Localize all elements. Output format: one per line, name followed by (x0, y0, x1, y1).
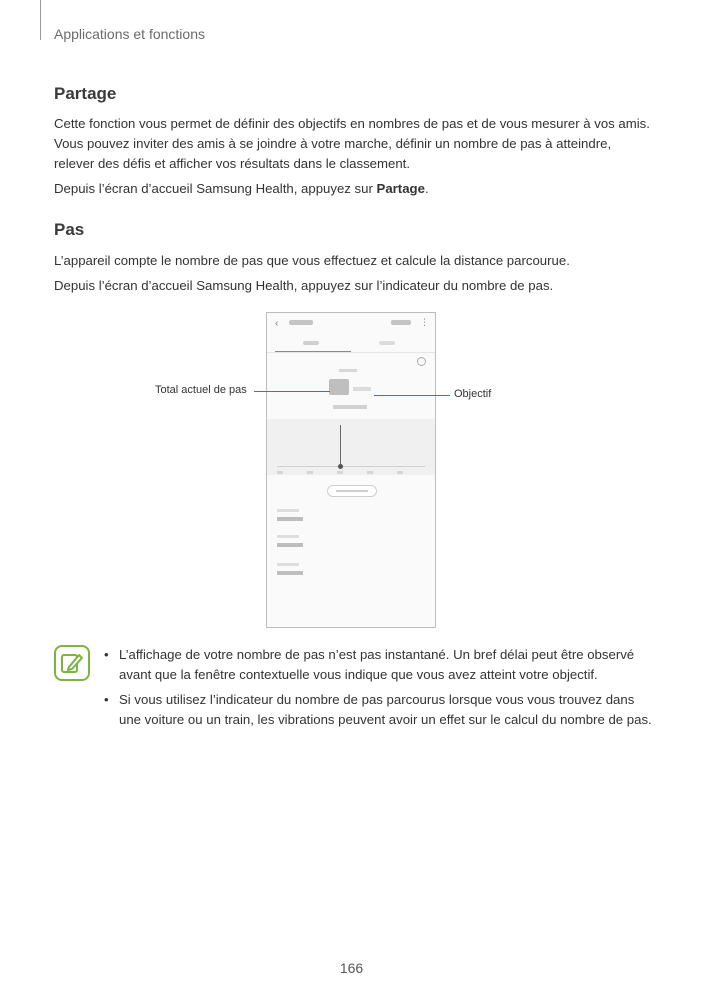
partage-keyword: Partage (376, 181, 425, 196)
chart-tick-labels (277, 471, 425, 474)
info-icon (417, 357, 426, 366)
partage-instruction (54, 179, 654, 199)
callout-line-right (374, 395, 450, 396)
goal-placeholder (333, 405, 367, 409)
callout-goal: Objectif (454, 388, 492, 400)
partage-description: Cette fonction vous permet de définir des objectifs en nombres de pas et de vous mesurer à vos amis. Vous pouvez inviter des amis à se joindre à votre marche, définir un nombre de pas à atteindre, relever des défis et afficher vos résultats dans le classement. (54, 116, 650, 171)
note-item (104, 690, 654, 730)
note-item (104, 645, 654, 685)
app-bar (267, 313, 435, 335)
stat-calories-placeholder (277, 535, 311, 553)
running-header: Applications et fonctions (54, 26, 205, 42)
today-label-placeholder (339, 369, 357, 372)
pas-description: L’appareil compte le nombre de pas que vous effectuez et calcule la distance parcourue. (54, 253, 570, 268)
chart-axis (277, 466, 425, 467)
bullet: • (104, 647, 109, 662)
callout-current-steps: Total actuel de pas (155, 384, 247, 396)
chart-marker (338, 464, 343, 469)
app-title-placeholder (289, 320, 313, 325)
back-icon: ‹ (275, 318, 279, 329)
note-text: L’affichage de votre nombre de pas n’est pas instantané. Un bref délai peut être observé avant que la fenêtre contextuelle vous indique que vous avez atteint votre objectif. (119, 647, 635, 682)
more-options-icon: ⋮ (420, 317, 429, 327)
tab-divider (267, 352, 435, 353)
notes-list (104, 645, 654, 735)
section-title-partage: Partage (54, 84, 117, 103)
instruction-end: . (424, 181, 429, 196)
stat-time-placeholder (277, 563, 311, 581)
header-rule (40, 0, 41, 40)
tab-results-placeholder (379, 341, 395, 345)
note-text: Si vous utilisez l’indicateur du nombre de pas parcourus lorsque vous vous trouvez dans une voiture ou un train, les vibrations peuvent avoir un effet sur le calcul du nombre de pas. (119, 692, 652, 727)
chart-bar (340, 425, 341, 467)
share-placeholder (391, 320, 411, 325)
steps-screen-figure (266, 312, 436, 628)
section-title-pas: Pas (54, 220, 85, 239)
page-number: 166 (339, 960, 364, 976)
current-steps-placeholder (329, 379, 349, 395)
bullet: • (104, 692, 109, 707)
callout-line-left (254, 391, 330, 392)
tab-trends-placeholder (303, 341, 319, 345)
stat-distance-placeholder (277, 509, 311, 527)
pill-button-placeholder (327, 485, 377, 497)
instruction-text: Depuis l’écran d’accueil Samsung Health, appuyez sur (54, 181, 377, 196)
note-pencil-icon (54, 645, 90, 681)
steps-unit-placeholder (353, 387, 371, 391)
pas-instruction: Depuis l’écran d’accueil Samsung Health, appuyez sur l’indicateur du nombre de pas. (54, 278, 554, 293)
